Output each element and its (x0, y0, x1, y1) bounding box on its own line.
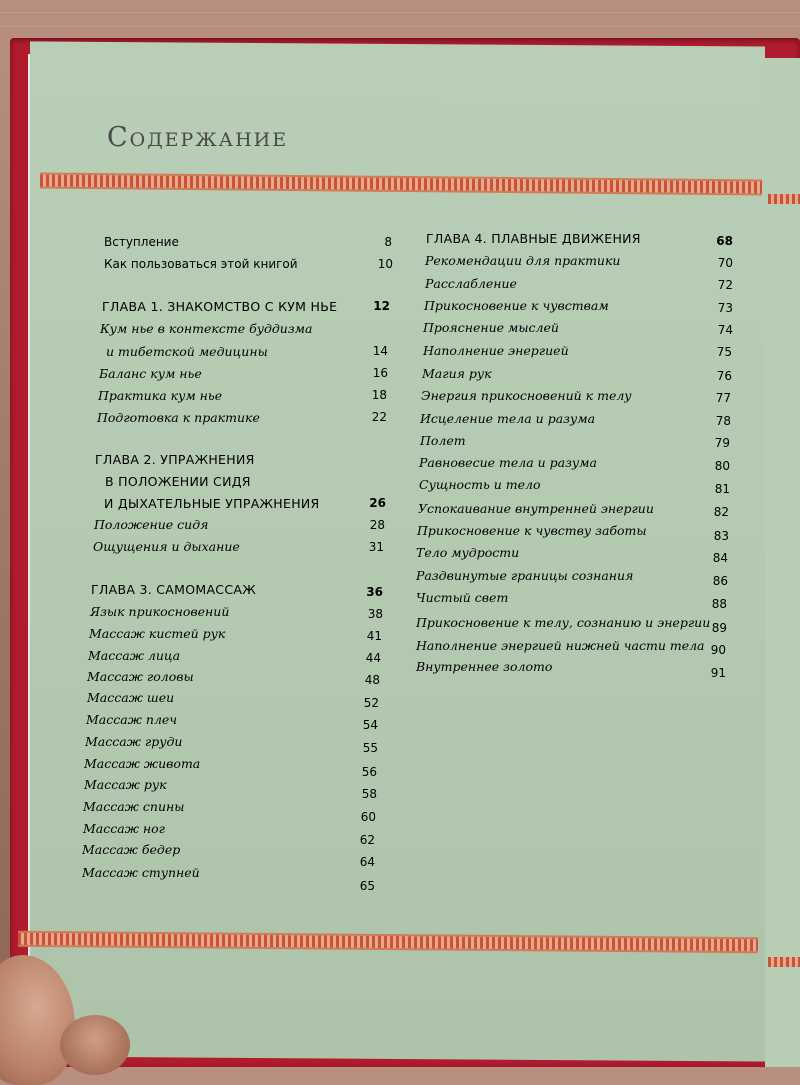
left-entry-page-number: 16 (372, 366, 388, 380)
left-entry-page-number: 22 (371, 410, 387, 424)
left-entry-page-number: 36 (366, 585, 383, 599)
ornament-border-right-top (768, 194, 800, 204)
left-entry-page-number: 38 (367, 607, 383, 621)
right-entry-page-number: 81 (714, 482, 730, 496)
left-entry-page-number: 52 (363, 696, 379, 710)
left-entry-label: И ДЫХАТЕЛЬНЫЕ УПРАЖНЕНИЯ (104, 496, 320, 511)
right-entry-label: Прикосновение к чувствам (424, 298, 609, 313)
left-entry-label: Баланс кум нье (99, 366, 202, 381)
left-entry-label: ГЛАВА 1. ЗНАКОМСТВО С КУМ НЬЕ (102, 299, 338, 314)
right-entry-page-number: 82 (713, 505, 729, 519)
right-entry-page-number: 77 (715, 391, 731, 405)
left-entry-page-number: 62 (359, 833, 375, 847)
right-entry-page-number: 80 (714, 459, 730, 473)
left-entry-page-number: 28 (369, 518, 385, 532)
ornament-border-right-bottom (768, 957, 800, 967)
finger (60, 1015, 130, 1075)
left-entry-label: Массаж шеи (87, 690, 175, 705)
left-entry-label: Массаж плеч (86, 712, 178, 727)
left-entry-label: Массаж кистей рук (89, 626, 226, 641)
left-entry-label: Как пользоваться этой книгой (104, 257, 298, 271)
left-entry-page-number: 14 (372, 344, 388, 358)
right-entry-label: Прояснение мыслей (423, 320, 559, 335)
left-entry-page-number: 54 (362, 718, 378, 732)
left-entry-label: Массаж ступней (82, 865, 200, 880)
right-entry-label: Успокаивание внутренней энергии (418, 501, 654, 516)
left-entry-label: Ощущения и дыхание (93, 539, 240, 554)
left-entry-label: ГЛАВА 2. УПРАЖНЕНИЯ (95, 452, 255, 467)
left-entry-label: Массаж рук (84, 777, 167, 792)
left-entry-label: Массаж ног (83, 821, 165, 836)
right-entry-label: Расслабление (425, 276, 517, 291)
left-entry-label: Кум нье в контексте буддизма (100, 321, 313, 336)
right-entry-label: Сущность и тело (419, 477, 541, 492)
right-entry-label: Тело мудрости (416, 545, 520, 560)
left-entry-label: В ПОЛОЖЕНИИ СИДЯ (105, 474, 251, 489)
left-entry-page-number: 65 (359, 879, 375, 893)
right-entry-label: Внутреннее золото (416, 659, 553, 674)
right-entry-label: Наполнение энергией нижней части тела (416, 638, 705, 653)
right-entry-label: Раздвинутые границы сознания (416, 568, 634, 583)
right-entry-page-number: 83 (713, 529, 729, 543)
left-entry-label: Положение сидя (94, 517, 209, 532)
left-entry-label: Массаж живота (84, 756, 201, 771)
left-entry-page-number: 48 (364, 673, 380, 687)
left-entry-label: Практика кум нье (98, 388, 223, 403)
left-entry-page-number: 56 (361, 765, 377, 779)
left-entry-label: Массаж груди (85, 734, 183, 749)
right-entry-page-number: 73 (717, 301, 733, 315)
left-entry-label: Массаж головы (87, 669, 194, 684)
right-entry-page-number: 68 (716, 234, 733, 248)
left-entry-label: ГЛАВА 3. САМОМАССАЖ (91, 582, 256, 597)
left-entry-page-number: 44 (365, 651, 381, 665)
left-entry-label: Массаж бедер (82, 842, 181, 857)
right-entry-label: Исцеление тела и разума (420, 411, 596, 426)
right-entry-page-number: 75 (716, 345, 732, 359)
right-entry-page-number: 89 (711, 621, 727, 635)
left-entry-page-number: 26 (369, 496, 386, 510)
left-entry-page-number: 41 (366, 629, 382, 643)
left-entry-page-number: 31 (368, 540, 384, 554)
right-entry-page-number: 78 (715, 414, 731, 428)
right-entry-page-number: 84 (712, 551, 728, 565)
left-entry-label: Массаж спины (83, 799, 185, 814)
right-entry-label: Энергия прикосновений к телу (421, 388, 632, 403)
left-entry-page-number: 60 (360, 810, 376, 824)
left-entry-page-number: 8 (384, 235, 392, 249)
left-entry-page-number: 64 (359, 855, 375, 869)
right-entry-label: ГЛАВА 4. ПЛАВНЫЕ ДВИЖЕНИЯ (426, 231, 641, 246)
right-entry-page-number: 91 (710, 666, 726, 680)
left-entry-label: Массаж лица (88, 648, 181, 663)
left-entry-page-number: 10 (377, 257, 393, 271)
left-entry-page-number: 18 (371, 388, 387, 402)
left-entry-page-number: 12 (373, 299, 390, 313)
left-entry-label: Подготовка к практике (97, 410, 260, 425)
right-entry-label: Полет (420, 433, 466, 448)
right-entry-label: Равновесие тела и разума (419, 455, 597, 470)
left-entry-label: Вступление (104, 235, 179, 249)
left-entry-label: и тибетской медицины (106, 344, 268, 359)
right-entry-label: Чистый свет (416, 590, 509, 605)
next-page-strip (765, 58, 800, 1067)
right-entry-page-number: 70 (717, 256, 733, 270)
right-entry-page-number: 86 (712, 574, 728, 588)
right-entry-page-number: 76 (716, 369, 732, 383)
page-title: Содержание (107, 122, 289, 153)
right-entry-label: Магия рук (422, 366, 492, 381)
right-entry-label: Наполнение энергией (423, 343, 569, 358)
right-entry-page-number: 72 (717, 278, 733, 292)
right-entry-page-number: 79 (714, 436, 730, 450)
right-entry-page-number: 90 (710, 643, 726, 657)
left-entry-label: Язык прикосновений (90, 604, 230, 619)
left-entry-page-number: 58 (361, 787, 377, 801)
right-entry-label: Рекомендации для практики (425, 253, 621, 268)
right-entry-page-number: 88 (711, 597, 727, 611)
left-entry-page-number: 55 (362, 741, 378, 755)
right-entry-label: Прикосновение к чувству заботы (417, 523, 647, 538)
right-entry-page-number: 74 (717, 323, 733, 337)
right-entry-label: Прикосновение к телу, сознанию и энергии (416, 615, 711, 630)
